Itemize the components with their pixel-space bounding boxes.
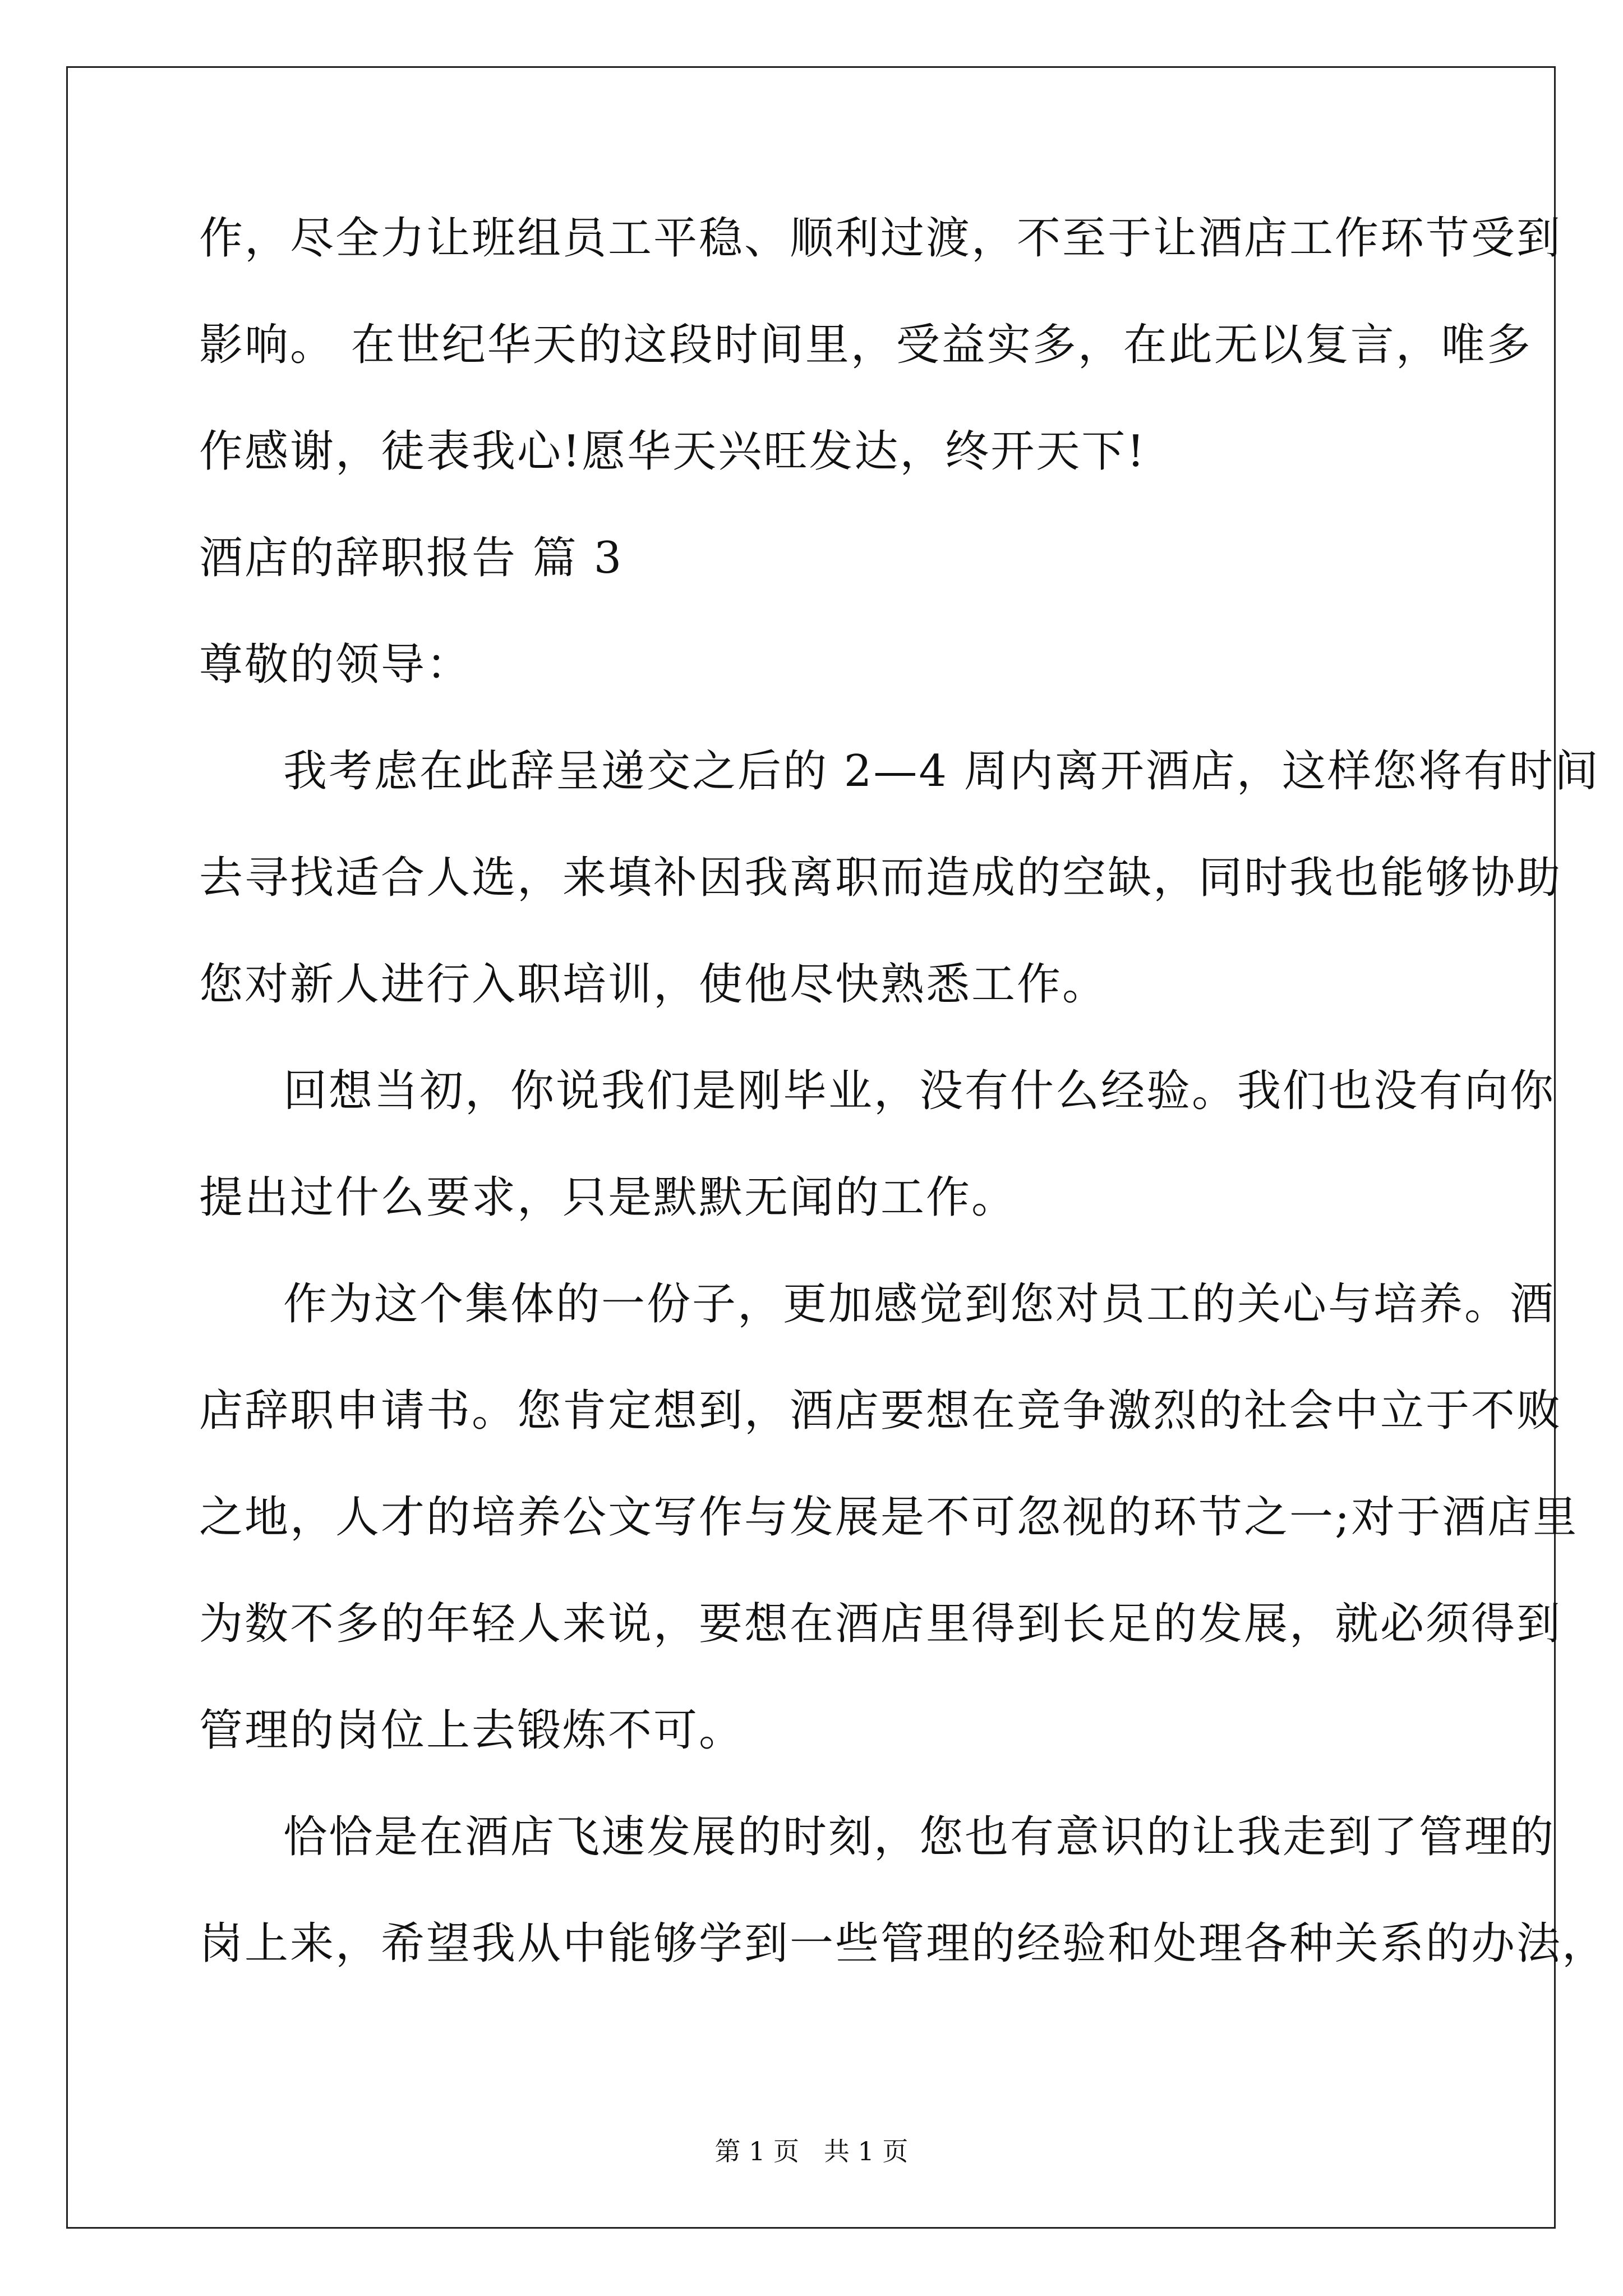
text-line: 回想当初，你说我们是刚毕业，没有什么经验。我们也没有向你 bbox=[283, 1066, 1556, 1116]
salutation: 尊敬的领导： bbox=[199, 639, 472, 690]
text-line: 您对新人进行入职培训，使他尽快熟悉工作。 bbox=[199, 959, 1108, 1010]
text-line: 为数不多的年轻人来说，要想在酒店里得到长足的发展，就必须得到 bbox=[199, 1599, 1562, 1649]
text-line: 影响。 在世纪华天的这段时间里，受益实多，在此无以复言，唯多 bbox=[199, 320, 1532, 370]
text-line: 提出过什么要求，只是默默无闻的工作。 bbox=[199, 1172, 1017, 1223]
text-line: 之地，人才的培养公文写作与发展是不可忽视的环节之一;对于酒店里 bbox=[199, 1492, 1579, 1543]
text-line: 作为这个集体的一份子，更加感觉到您对员工的关心与培养。酒 bbox=[283, 1279, 1556, 1329]
text-line: 恰恰是在酒店飞速发展的时刻，您也有意识的让我走到了管理的 bbox=[283, 1812, 1556, 1862]
text-line: 我考虑在此辞呈递交之后的 2—4 周内离开酒店，这样您将有时间 bbox=[283, 746, 1600, 797]
text-line: 店辞职申请书。您肯定想到，酒店要想在竞争激烈的社会中立于不败 bbox=[199, 1386, 1562, 1436]
text-line: 作，尽全力让班组员工平稳、顺利过渡，不至于让酒店工作环节受到 bbox=[199, 213, 1562, 264]
text-line: 去寻找适合人选，来填补因我离职而造成的空缺，同时我也能够协助 bbox=[199, 853, 1562, 903]
text-line: 管理的岗位上去锻炼不可。 bbox=[199, 1705, 745, 1756]
text-line: 岗上来，希望我从中能够学到一些管理的经验和处理各种关系的办法， bbox=[199, 1918, 1608, 1969]
page-footer bbox=[0, 2134, 1623, 2168]
page-number: 第 1 页 共 1 页 bbox=[714, 2136, 909, 2166]
text-line: 作感谢，徒表我心!愿华天兴旺发达，终开天下! bbox=[199, 426, 1146, 477]
page-border bbox=[66, 66, 1556, 2229]
section-heading: 酒店的辞职报告 篇 3 bbox=[199, 533, 624, 583]
